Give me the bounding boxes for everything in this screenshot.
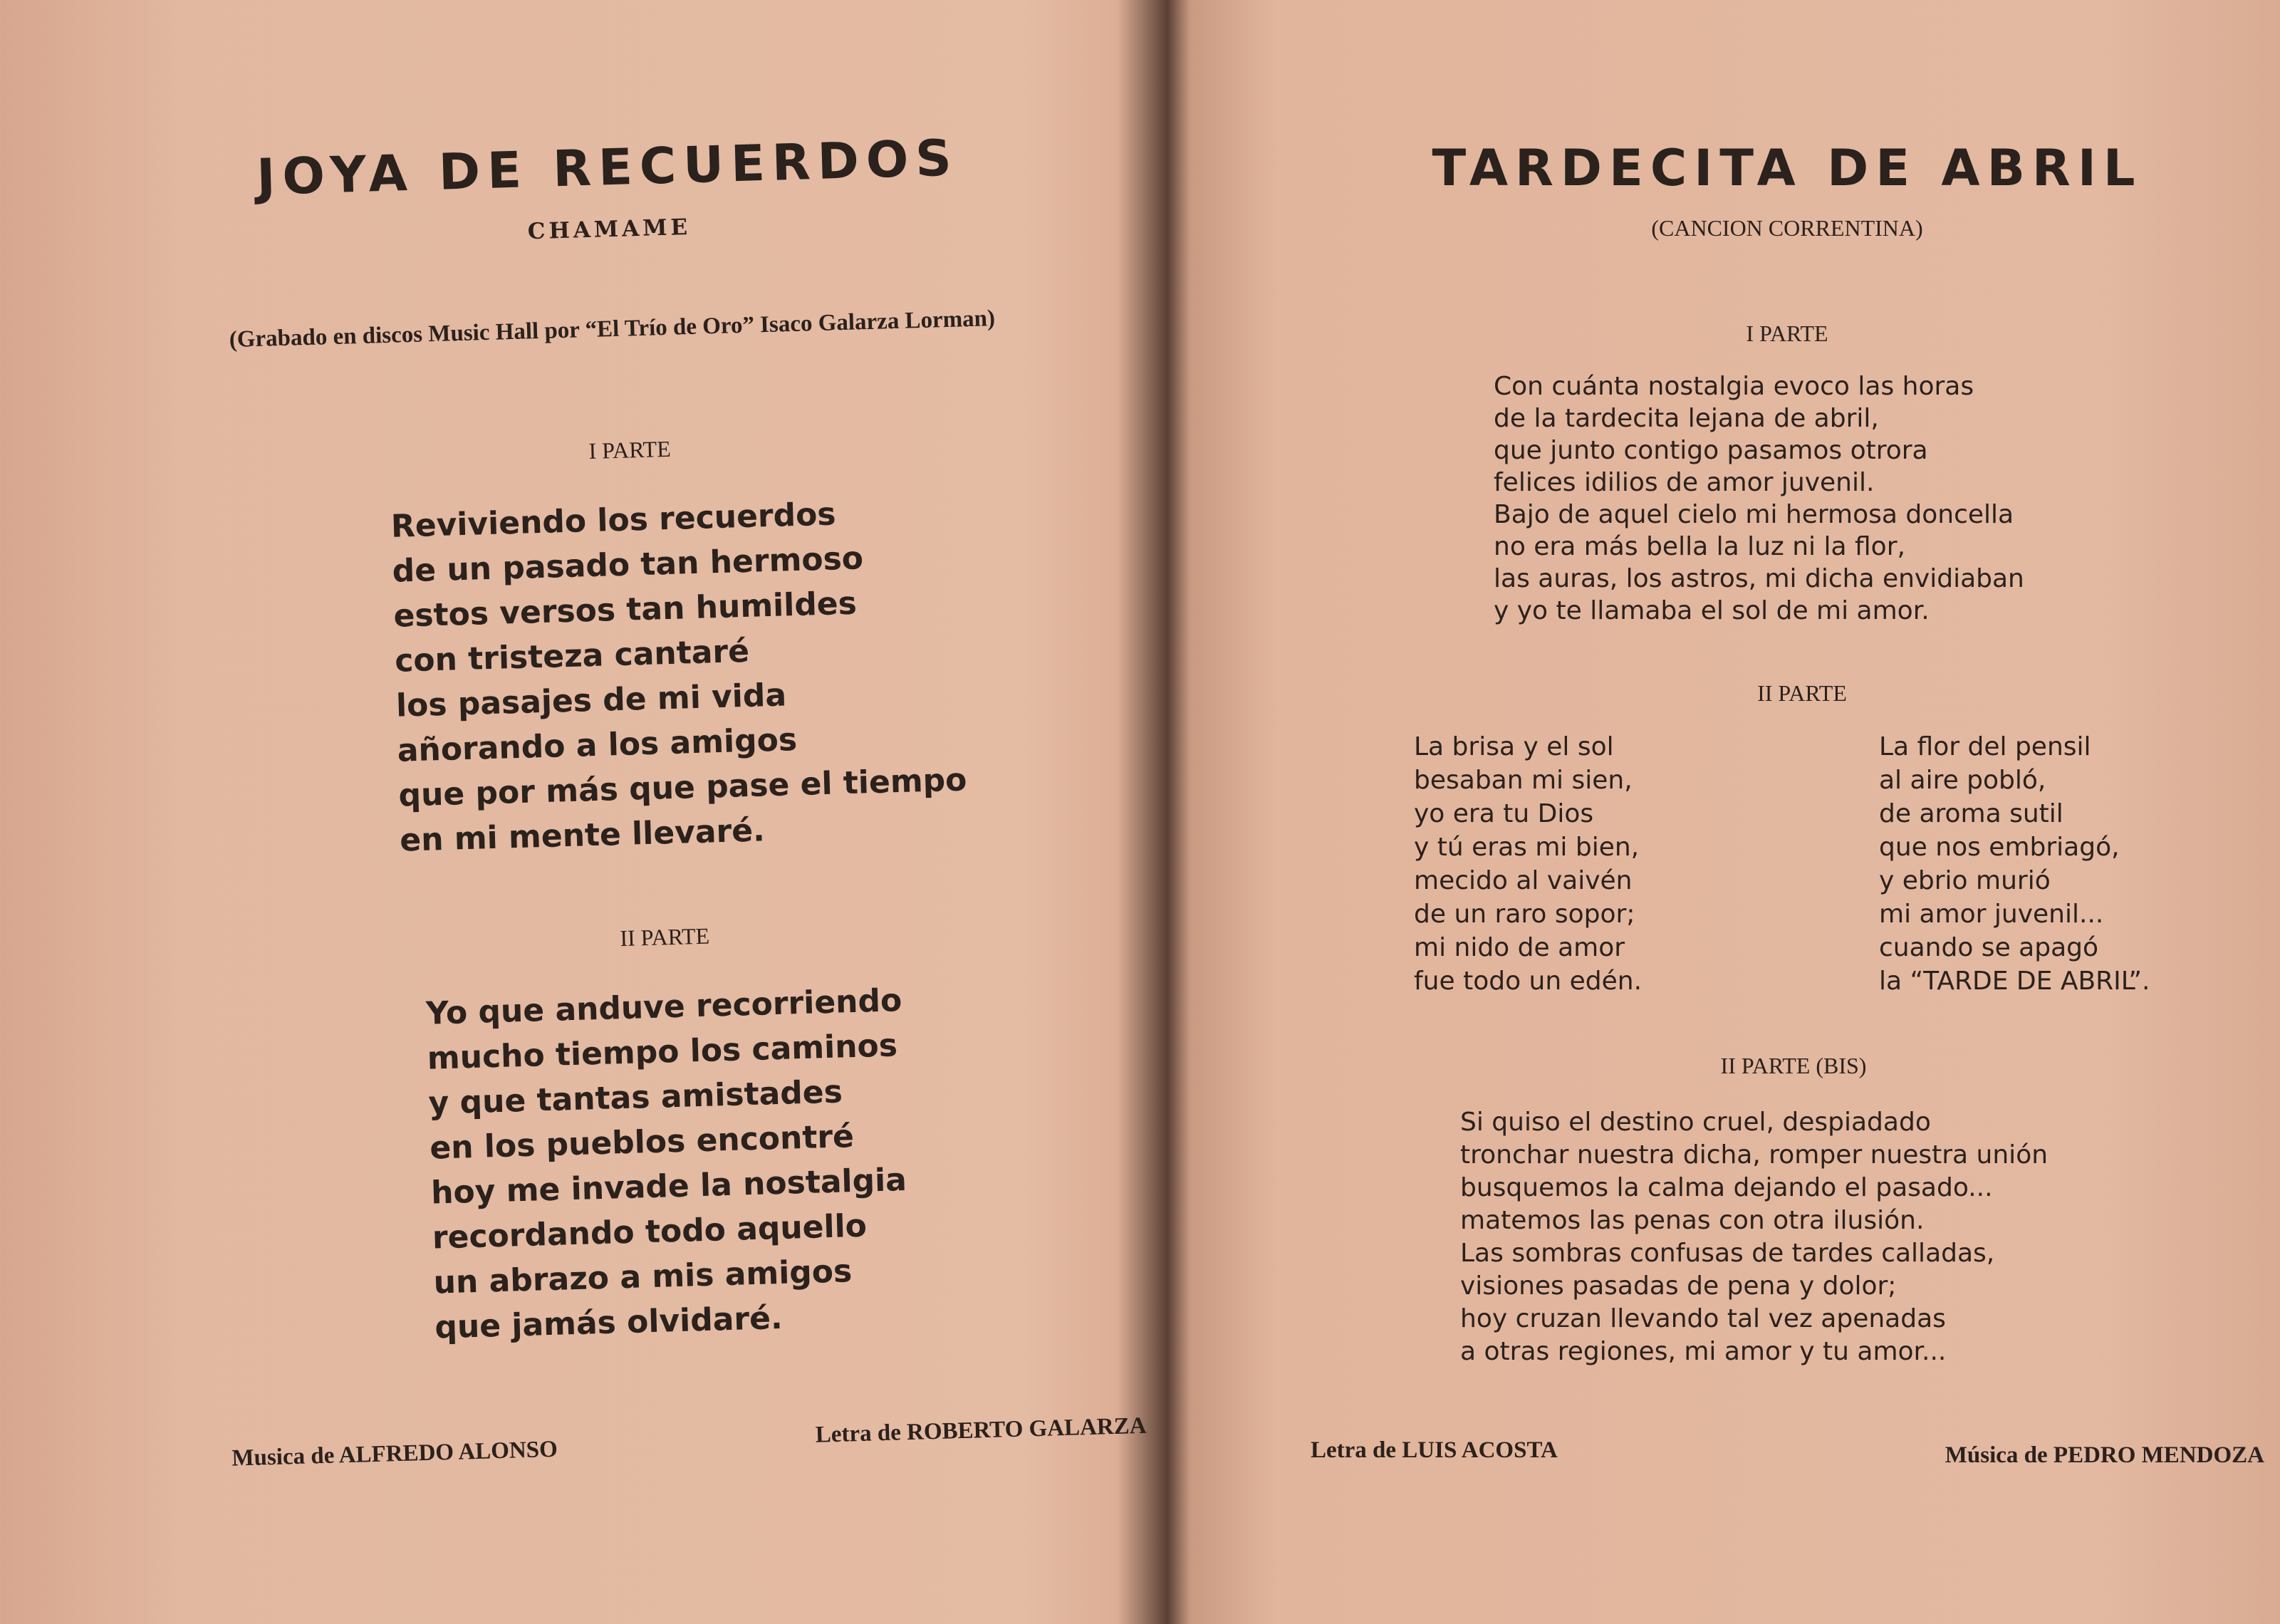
verse-block [390,489,969,863]
music-credit: Música de PEDRO MENDOZA [1945,1442,2264,1468]
verse-column-right [1879,730,2150,998]
verse-line: las auras, los astros, mi dicha envidiaban [1494,564,2024,593]
part-heading: I PARTE [1746,321,1828,346]
song-title: TARDECITA DE ABRIL [1432,139,2143,197]
verse-line: y que tantas amistades [427,1073,843,1122]
verse-line: felices idilios de amor juvenil. [1494,468,1875,497]
recording-note: (Grabado en discos Music Hall por “El Trío de Oro” Isaco Galarza Lorman) [229,306,996,353]
verse-line: busquemos la calma dejando el pasado... [1460,1173,1993,1202]
verse-line: Las sombras confusas de tardes calladas, [1460,1239,1995,1268]
music-credit: Musica de ALFREDO ALONSO [231,1436,558,1472]
verse-line: Bajo de aquel cielo mi hermosa doncella [1494,500,2014,529]
verse-line: yo era tu Dios [1414,799,1594,828]
verse-line: y ebrio murió [1879,866,2051,895]
verse-line: mi amor juvenil... [1879,900,2104,929]
verse-line: de la tardecita lejana de abril, [1494,404,1879,433]
verse-line: y yo te llamaba el sol de mi amor. [1494,596,1930,625]
verse-line: no era más bella la luz ni la flor, [1494,532,1905,561]
song-title: JOYA DE RECUERDOS [256,128,959,207]
verse-column-left [1414,730,1642,998]
verse-line: hoy cruzan llevando tal vez apenadas [1460,1304,1946,1333]
verse-line: La flor del pensil [1879,732,2091,761]
verse-line: visiones pasadas de pena y dolor; [1460,1271,1897,1301]
verse-line: los pasajes de mi vida [395,677,787,724]
verse-line: fue todo un edén. [1414,967,1643,996]
verse-line: hoy me invade la nostalgia [430,1161,907,1212]
verse-line: Yo que anduve recorriendo [425,982,902,1032]
part-heading: II PARTE [619,922,710,952]
verse-line: mucho tiempo los caminos [427,1027,898,1077]
part-heading: II PARTE (BIS) [1720,1053,1867,1078]
verse-line: al aire pobló, [1879,766,2046,795]
part-heading: II PARTE [1757,680,1847,706]
verse-line: Reviviendo los recuerdos [390,496,837,545]
verse-line: estos versos tan humildes [392,585,858,635]
verse-line: mi nido de amor [1414,933,1625,962]
right-page [1211,0,2280,1608]
verse-line: en los pueblos encontré [429,1118,855,1167]
song-genre: CHAMAME [527,214,692,245]
verse-line: Si quiso el destino cruel, despiadado [1460,1108,1931,1137]
verse-line: cuando se apagó [1879,933,2099,962]
lyrics-credit: Letra de ROBERTO GALARZA [815,1412,1147,1448]
verse-block [425,978,911,1350]
lyrics-credit: Letra de LUIS ACOSTA [1311,1437,1558,1463]
verse-line: la “TARDE DE ABRIL”. [1879,967,2150,996]
verse-line: que por más que pase el tiempo [397,761,968,814]
verse-line: tronchar nuestra dicha, romper nuestra unión [1460,1140,2049,1170]
verse-line: La brisa y el sol [1414,732,1614,761]
verse-line: que nos embriagó, [1879,833,2120,862]
verse-line: a otras regiones, mi amor y tu amor... [1460,1337,1947,1366]
verse-line: con tristeza cantaré [394,633,750,680]
verse-line: en mi mente llevaré. [399,812,766,859]
verse-line: de un pasado tan hermoso [392,540,864,590]
verse-block [1494,370,2024,627]
part-heading: I PARTE [588,435,672,464]
verse-line: recordando todo aquello [432,1207,868,1256]
song-genre: (CANCION CORRENTINA) [1651,215,1923,241]
verse-line: añorando a los amigos [397,722,798,769]
verse-line: mecido al vaivén [1414,866,1633,895]
verse-line: besaban mi sien, [1414,766,1633,795]
verse-block [1460,1106,2048,1368]
verse-line: que jamás olvidaré. [434,1299,784,1346]
verse-line: de aroma sutil [1879,799,2063,828]
verse-line: Con cuánta nostalgia evoco las horas [1494,372,1974,401]
verse-line: un abrazo a mis amigos [432,1253,853,1301]
verse-line: que junto contigo pasamos otrora [1494,436,1928,465]
verse-line: y tú eras mi bien, [1414,833,1640,862]
verse-line: matemos las penas con otra ilusión. [1460,1206,1925,1235]
verse-line: de un raro sopor; [1414,900,1635,929]
